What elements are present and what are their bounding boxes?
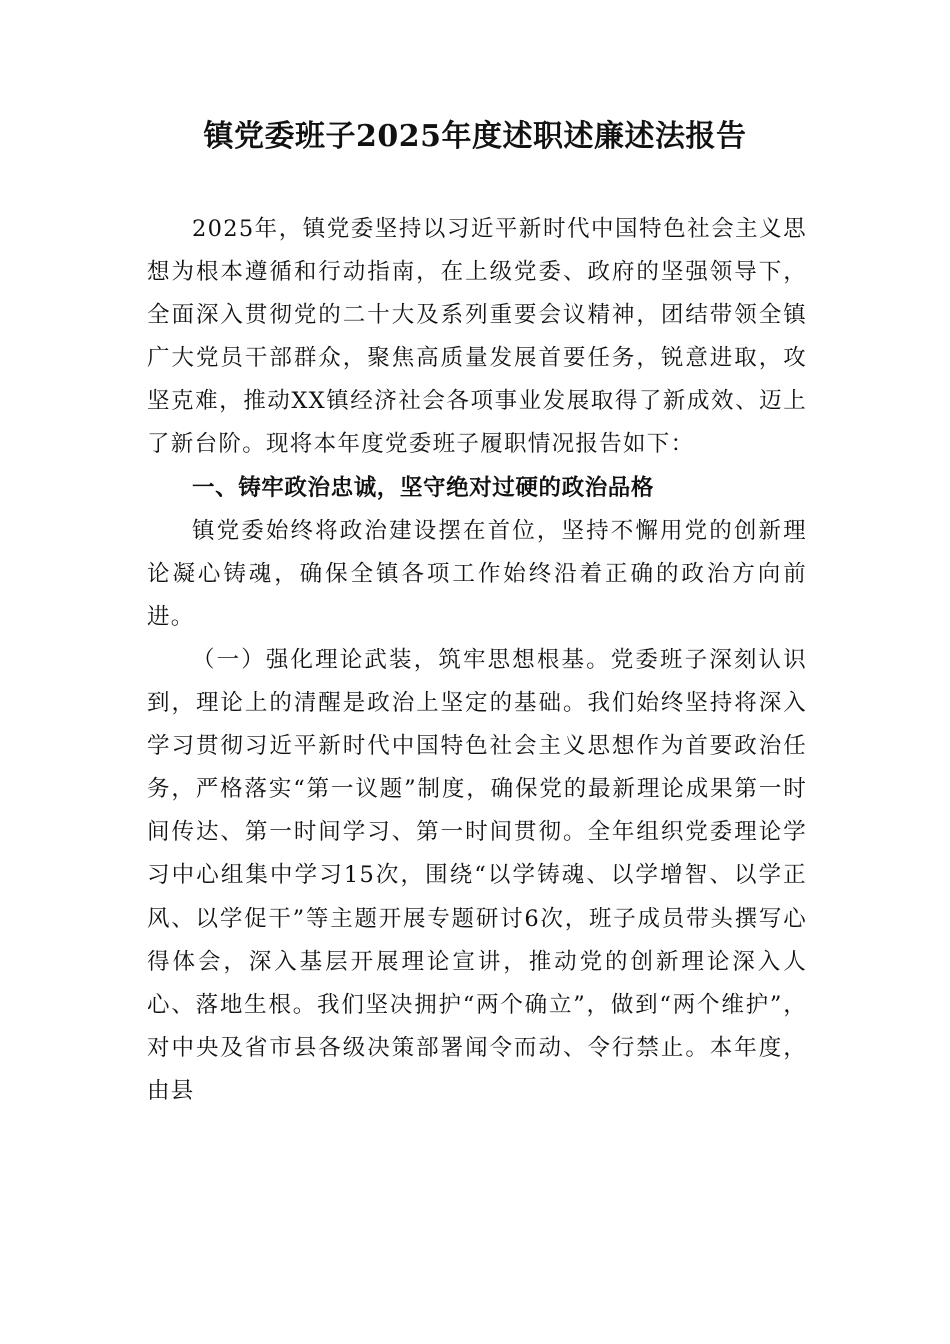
section-heading: 一、铸牢政治忠诚，坚守绝对过硬的政治品格 xyxy=(192,474,655,501)
document-title: 镇党委班子2025年度述职述廉述法报告 xyxy=(203,119,747,154)
section-lead-paragraph: 镇党委始终将政治建设摆在首位，坚持不懈用党的创新理论凝心铸魂，确保全镇各项工作始终沿着正确的政治方向前进。 xyxy=(147,517,807,630)
subsection-heading: （一）强化理论武装，筑牢思想根基。 xyxy=(192,646,611,673)
intro-paragraph: 2025年，镇党委坚持以习近平新时代中国特色社会主义思想为根本遵循和行动指南，在上级党委、政府的坚强领导下，全面深入贯彻党的二十大及系列重要会议精神，团结带领全镇广大党员干部群众，聚焦高质量发展首要任务，锐意进取，攻坚克难，推动XX镇经济社会各项事业发展取得了新成效、迈上了新台阶。现将本年度党委班子履职情况报告如下： xyxy=(147,216,807,458)
subsection-text: 党委班子深刻认识到，理论上的清醒是政治上坚定的基础。我们始终坚持将深入学习贯彻习近平新时代中国特色社会主义思想作为首要政治任务，严格落实“第一议题”制度，确保党的最新理论成果第一时间传达、第一时间学习、第一时间贯彻。全年组织党委理论学习中心组集中学习15次，围绕“以学铸魂、以学增智、以学正风、以学促干”等主题开展专题研讨6次，班子成员带头撰写心得体会，深入基层开展理论宣讲，推动党的创新理论深入人心、落地生根。我们坚决拥护“两个确立”，做到“两个维护”，对中央及省市县各级决策部署闻令而动、令行禁止。本年度，由县 xyxy=(147,646,807,1104)
subsection-paragraph xyxy=(147,639,807,1113)
document-body xyxy=(147,208,807,1113)
